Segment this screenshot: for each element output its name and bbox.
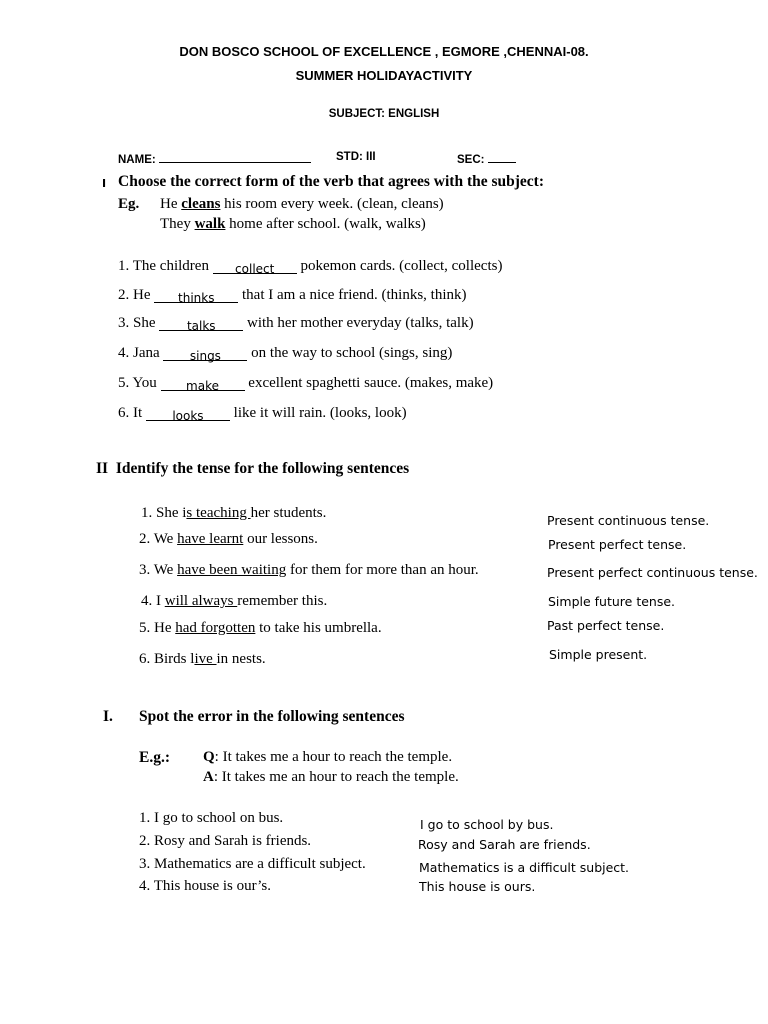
example-sentence-2 (160, 216, 426, 233)
section2-answer-3: Present perfect continuous tense. (547, 565, 758, 580)
q-label: Q (203, 749, 215, 765)
q-text: : It takes me a hour to reach the temple. (214, 749, 453, 765)
section2-answer-6: Simple present. (549, 647, 648, 662)
item-post: like it will rain. (looks, look) (229, 405, 407, 421)
answer-text: talks (186, 319, 216, 333)
section3-answer-3: Mathematics is a difficult subject. (419, 860, 630, 875)
section1-number: I (102, 177, 107, 190)
section2-answer-5: Past perfect tense. (547, 618, 665, 633)
section3-eg-label: E.g.: (139, 749, 170, 766)
section3-answer-2: Rosy and Sarah are friends. (418, 837, 591, 852)
name-label: NAME: (118, 154, 156, 166)
section1-item-2 (118, 287, 467, 304)
sec-label: SEC: (457, 154, 485, 166)
item-underlined: s teaching (186, 505, 251, 521)
section1-item-5 (118, 375, 493, 392)
section3-question-2: 2. Rosy and Sarah is friends. (139, 833, 312, 849)
section3-answer-1: I go to school by bus. (420, 817, 554, 832)
answer-text: make (186, 379, 219, 393)
item-underlined: ive (194, 651, 217, 667)
item-underlined: will always (164, 593, 238, 609)
item-post: her students. (250, 505, 327, 521)
std-label: STD: III (336, 151, 376, 163)
item-post: that I am a nice friend. (thinks, think) (238, 287, 467, 303)
section2-item-3 (139, 562, 479, 579)
section2-heading (96, 460, 409, 478)
answer-blank (213, 259, 297, 274)
section3-example-question (203, 749, 452, 766)
item-pre: 3. We (139, 562, 178, 578)
example2-post: home after school. (walk, walks) (225, 216, 426, 232)
item-pre: 1. The children (118, 258, 213, 274)
item-post: excellent spaghetti sauce. (makes, make) (244, 375, 494, 391)
example1-answer: cleans (181, 196, 221, 212)
item-pre: 6. Birds l (139, 651, 195, 667)
a-label: A (203, 769, 214, 785)
item-pre: 2. We (139, 531, 178, 547)
example1-pre: He (160, 196, 182, 212)
answer-blank (163, 346, 247, 361)
answer-text: sings (189, 349, 221, 363)
name-blank (159, 151, 311, 163)
section1-item-4 (118, 345, 452, 362)
item-pre: 4. I (141, 593, 165, 609)
example-sentence-1 (160, 196, 444, 213)
answer-blank (154, 288, 238, 303)
answer-blank (161, 376, 245, 391)
item-post: pokemon cards. (collect, collects) (296, 258, 503, 274)
item-pre: 3. She (118, 315, 160, 331)
example2-answer: walk (194, 216, 226, 232)
item-pre: 5. He (139, 620, 176, 636)
section2-item-1 (141, 505, 326, 522)
section2-answer-2: Present perfect tense. (548, 537, 687, 552)
section3-question-4: 4. This house is our’s. (139, 878, 271, 894)
answer-text: collect (235, 262, 275, 276)
section2-title: Identify the tense for the following sentences (115, 460, 410, 477)
section3-example-answer (203, 769, 459, 786)
item-post: remember this. (237, 593, 328, 609)
item-post: for them for more than an hour. (286, 562, 479, 578)
sec-blank (488, 151, 516, 163)
answer-blank (159, 316, 243, 331)
item-post: to take his umbrella. (255, 620, 382, 636)
answer-text: looks (172, 409, 204, 423)
item-pre: 5. You (118, 375, 161, 391)
item-underlined: had forgotten (175, 620, 256, 636)
section3-question-3: 3. Mathematics are a difficult subject. (139, 856, 366, 872)
item-underlined: have been waiting (177, 562, 287, 578)
section2-answer-4: Simple future tense. (548, 594, 676, 609)
section2-item-6 (139, 651, 266, 668)
example1-post: his room every week. (clean, cleans) (220, 196, 444, 212)
section2-number: II (96, 460, 109, 477)
school-name: DON BOSCO SCHOOL OF EXCELLENCE , EGMORE ,CHENNAI-08. (179, 44, 589, 59)
item-pre: 1. She i (141, 505, 187, 521)
item-pre: 2. He (118, 287, 155, 303)
section1-item-6 (118, 405, 407, 422)
section2-answer-1: Present continuous tense. (547, 513, 710, 528)
item-post: on the way to school (sings, sing) (247, 345, 453, 361)
example-label: Eg. (118, 196, 140, 212)
item-pre: 6. It (118, 405, 146, 421)
subject-label: SUBJECT: ENGLISH (328, 108, 440, 120)
example2-pre: They (160, 216, 195, 232)
item-underlined: have learnt (177, 531, 244, 547)
section2-item-2 (139, 531, 318, 548)
activity-title: SUMMER HOLIDAYACTIVITY (295, 68, 473, 83)
section1-item-3 (118, 315, 474, 332)
section3-question-1: 1. I go to school on bus. (139, 810, 284, 826)
section3-number: I. (103, 708, 113, 725)
item-post: with her mother everyday (talks, talk) (243, 315, 474, 331)
section3-answer-4: This house is ours. (419, 879, 536, 894)
a-text: : It takes me an hour to reach the temple. (213, 769, 459, 785)
section1-item-1 (118, 258, 502, 275)
item-post: in nests. (216, 651, 266, 667)
section2-item-5 (139, 620, 382, 637)
answer-blank (146, 406, 230, 421)
answer-text: thinks (178, 291, 215, 305)
section2-item-4 (141, 593, 327, 610)
name-field (118, 151, 311, 166)
sec-field (457, 151, 516, 166)
section1-title: Choose the correct form of the verb that agrees with the subject: (118, 173, 544, 190)
item-post: our lessons. (243, 531, 318, 547)
section3-title: Spot the error in the following sentences (139, 708, 405, 725)
item-pre: 4. Jana (118, 345, 164, 361)
